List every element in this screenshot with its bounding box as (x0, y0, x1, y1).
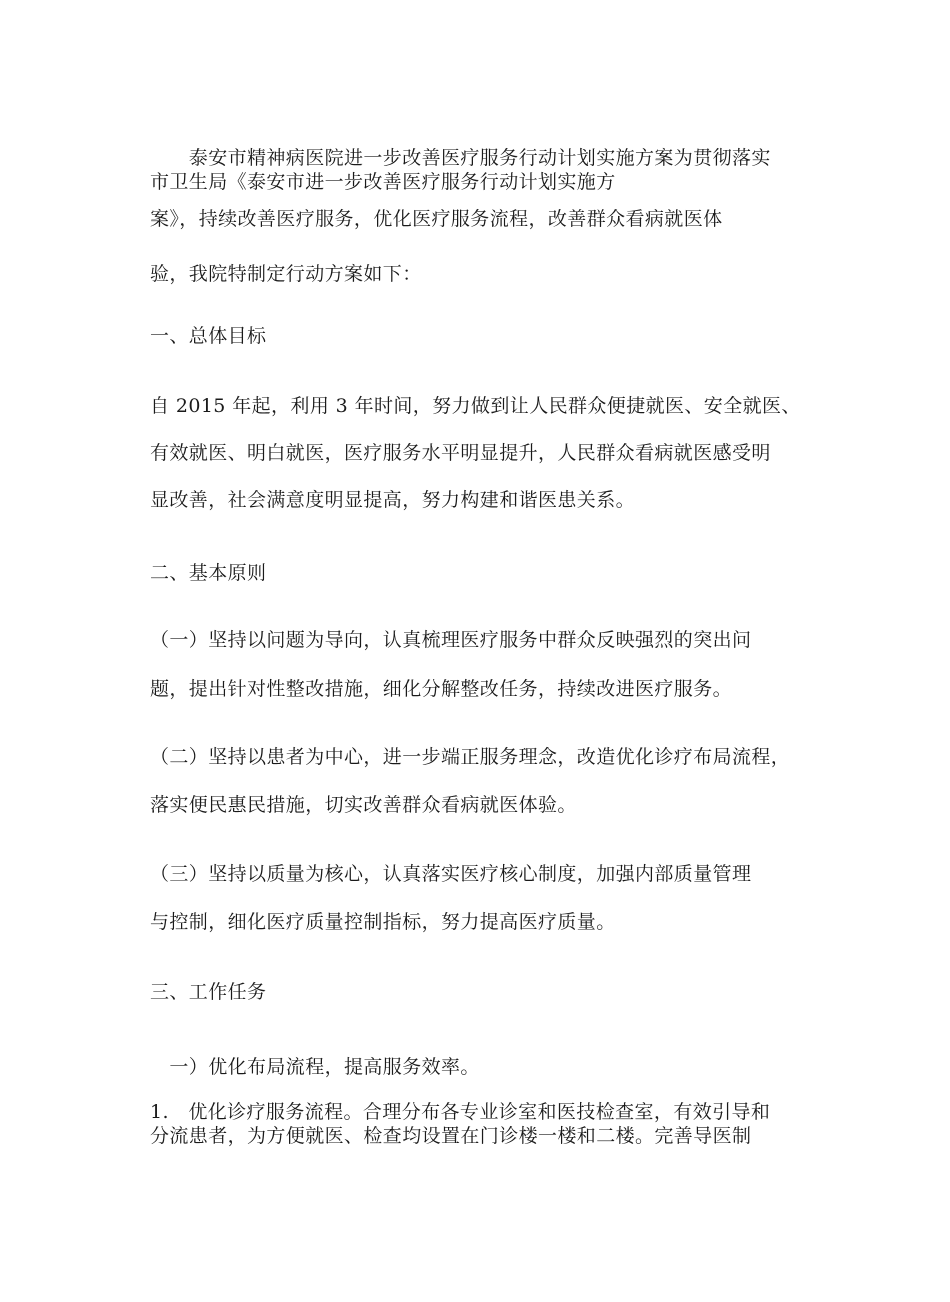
task-item-1-line-1: 1. 优化诊疗服务流程。合理分布各专业诊室和医技检查室，有效引导和 (150, 1101, 771, 1123)
principle-2-line-2: 落实便民惠民措施，切实改善群众看病就医体验。 (150, 794, 577, 816)
principle-1-line-1: （一）坚持以问题为导向，认真梳理医疗服务中群众反映强烈的突出问 (150, 629, 752, 651)
task-item-1-line-2: 分流患者，为方便就医、检查均设置在门诊楼一楼和二楼。完善导医制 (150, 1125, 752, 1147)
intro-line-3: 案》，持续改善医疗服务，优化医疗服务流程，改善群众看病就医体 (150, 208, 723, 230)
section-heading-goals: 一、总体目标 (150, 325, 267, 347)
intro-line-2: 市卫生局《泰安市进一步改善医疗服务行动计划实施方 (150, 171, 616, 193)
principle-3-line-1: （三）坚持以质量为核心，认真落实医疗核心制度，加强内部质量管理 (150, 863, 752, 885)
principle-2-line-1: （二）坚持以患者为中心，进一步端正服务理念，改造优化诊疗布局流程， (150, 746, 791, 768)
section-heading-tasks: 三、工作任务 (150, 981, 267, 1003)
goals-line-3: 显改善，社会满意度明显提高，努力构建和谐医患关系。 (150, 489, 636, 511)
goals-line-1: 自 2015 年起，利用 3 年时间，努力做到让人民群众便捷就医、安全就医、 (150, 395, 801, 417)
section-heading-principles: 二、基本原则 (150, 562, 267, 584)
intro-line-1: 泰安市精神病医院进一步改善医疗服务行动计划实施方案为贯彻落实 (150, 147, 771, 169)
intro-line-4: 验，我院特制定行动方案如下： (150, 263, 422, 285)
task-subheading-1: 一）优化布局流程，提高服务效率。 (150, 1056, 480, 1078)
principle-3-line-2: 与控制，细化医疗质量控制指标，努力提高医疗质量。 (150, 911, 616, 933)
goals-line-2: 有效就医、明白就医，医疗服务水平明显提升，人民群众看病就医感受明 (150, 442, 771, 464)
principle-1-line-2: 题，提出针对性整改措施，细化分解整改任务，持续改进医疗服务。 (150, 678, 733, 700)
